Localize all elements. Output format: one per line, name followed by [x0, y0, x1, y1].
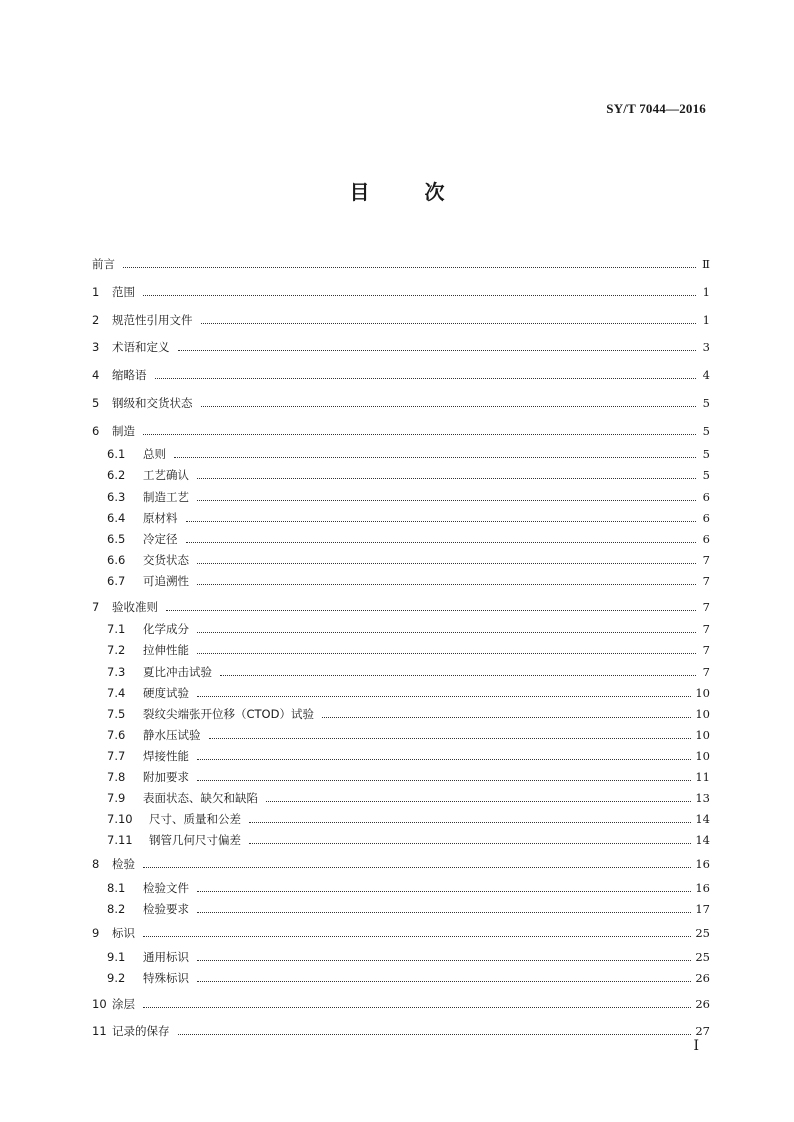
toc-leader-dots	[266, 801, 691, 802]
toc-entry-number: 3	[92, 340, 100, 354]
toc-entry-page: 7	[702, 643, 710, 657]
toc-entry	[107, 970, 710, 986]
toc-entry	[107, 531, 710, 547]
toc-leader-dots	[197, 891, 691, 892]
toc-entry-number: 7.2	[107, 643, 126, 657]
toc-entry-label: 记录的保存	[112, 1024, 170, 1038]
toc-entry-label: 裂纹尖端张开位移（CTOD）试验	[143, 707, 314, 721]
toc-entry-label: 验收准则	[112, 600, 158, 614]
toc-entry	[107, 664, 710, 680]
toc-entry	[92, 284, 710, 300]
toc-entry	[92, 996, 710, 1012]
toc-leader-dots	[197, 981, 691, 982]
toc-entry	[107, 748, 710, 764]
toc-entry-number: 7.8	[107, 770, 126, 784]
toc-entry-page: 7	[702, 574, 710, 588]
toc-entry	[92, 925, 710, 941]
toc-entry-page: 5	[702, 424, 710, 438]
toc-entry-page: 3	[702, 340, 710, 354]
toc-entry	[107, 949, 710, 965]
footer-page-number: Ⅰ	[693, 1039, 699, 1054]
toc-entry	[92, 339, 710, 355]
toc-entry-page: 10	[695, 707, 710, 721]
toc-entry-number: 6.5	[107, 532, 126, 546]
toc-leader-dots	[143, 434, 696, 435]
toc-entry-label: 尺寸、质量和公差	[149, 812, 241, 826]
toc-entry-number: 6.7	[107, 574, 126, 588]
toc-leader-dots	[197, 960, 691, 961]
toc-entry	[92, 599, 710, 615]
toc-entry	[107, 573, 710, 589]
toc-entry-page: 25	[695, 926, 710, 940]
toc-entry	[92, 423, 710, 439]
toc-entry-number: 5	[92, 396, 100, 410]
toc-entry	[92, 856, 710, 872]
toc-entry-page: 1	[702, 313, 710, 327]
toc-leader-dots	[155, 378, 697, 379]
toc-entry-label: 夏比冲击试验	[143, 665, 212, 679]
toc-leader-dots	[143, 295, 696, 296]
toc-entry-label: 涂层	[112, 997, 135, 1011]
toc-entry-page: 6	[702, 511, 710, 525]
toc-entry-label: 焊接性能	[143, 749, 189, 763]
toc-entry-page: 26	[695, 997, 710, 1011]
toc-entry-number: 10	[92, 997, 107, 1011]
toc-leader-dots	[197, 912, 691, 913]
toc-entry-label: 检验要求	[143, 902, 189, 916]
toc-entry-page: 10	[695, 686, 710, 700]
toc-leader-dots	[197, 759, 691, 760]
toc-leader-dots	[197, 632, 696, 633]
toc-leader-dots	[197, 478, 696, 479]
toc-entry-label: 总则	[143, 447, 166, 461]
toc-entry-number: 11	[92, 1024, 107, 1038]
toc-entry-label: 钢级和交货状态	[112, 396, 193, 410]
toc-entry-number: 7.9	[107, 791, 126, 805]
toc-leader-dots	[197, 780, 691, 781]
toc-entry-label: 缩略语	[112, 368, 147, 382]
toc-entry-label: 表面状态、缺欠和缺陷	[143, 791, 258, 805]
toc-entry	[107, 727, 710, 743]
toc-entry-page: 7	[702, 553, 710, 567]
toc-entry-page: 14	[695, 833, 710, 847]
toc-entry-number: 8.2	[107, 902, 126, 916]
toc-entry-number: 6.3	[107, 490, 126, 504]
toc-entry-number: 6.4	[107, 511, 126, 525]
toc-entry-number: 8	[92, 857, 100, 871]
toc-entry-label: 通用标识	[143, 950, 189, 964]
toc-entry-label: 范围	[112, 285, 135, 299]
toc-entry-label: 规范性引用文件	[112, 313, 193, 327]
toc-entry-page: 13	[695, 791, 710, 805]
toc-entry-page: 27	[695, 1024, 710, 1038]
toc-entry	[107, 790, 710, 806]
toc-entry-label: 钢管几何尺寸偏差	[149, 833, 241, 847]
toc-entry-label: 化学成分	[143, 622, 189, 636]
toc-leader-dots	[197, 696, 691, 697]
toc-entry-label: 检验文件	[143, 881, 189, 895]
toc-leader-dots	[143, 867, 691, 868]
toc-entry	[107, 769, 710, 785]
toc-entry-label: 前言	[92, 257, 115, 271]
toc-leader-dots	[186, 521, 697, 522]
toc-leader-dots	[220, 675, 696, 676]
toc-entry-label: 冷定径	[143, 532, 178, 546]
toc-entry-number: 6.1	[107, 447, 126, 461]
toc-entry-number: 6	[92, 424, 100, 438]
toc-leader-dots	[143, 936, 691, 937]
toc-entry-number: 9.2	[107, 971, 126, 985]
toc-leader-dots	[197, 500, 696, 501]
toc-leader-dots	[166, 610, 696, 611]
standard-code: SY/T 7044—2016	[606, 101, 706, 116]
toc-entry-number: 6.6	[107, 553, 126, 567]
toc-entry	[107, 621, 710, 637]
toc-entry-number: 7	[92, 600, 100, 614]
toc-entry	[107, 552, 710, 568]
toc-entry-number: 7.1	[107, 622, 126, 636]
toc-entry-page: 16	[695, 857, 710, 871]
toc-leader-dots	[197, 563, 696, 564]
toc-entry-page: 6	[702, 490, 710, 504]
toc-entry-label: 特殊标识	[143, 971, 189, 985]
toc-entry-page: 10	[695, 728, 710, 742]
toc-entry	[107, 901, 710, 917]
toc-entry-page: 26	[695, 971, 710, 985]
toc-entry	[92, 367, 710, 383]
toc-entry-page: 25	[695, 950, 710, 964]
toc-entry-label: 硬度试验	[143, 686, 189, 700]
toc-entry	[107, 811, 710, 827]
toc-entry-number: 1	[92, 285, 100, 299]
toc-entry-page: 5	[702, 396, 710, 410]
toc-entry-page: 10	[695, 749, 710, 763]
toc-entry-page: Ⅱ	[702, 257, 710, 271]
toc-leader-dots	[123, 267, 696, 268]
toc-entry-page: 7	[702, 622, 710, 636]
toc-entry-page: 5	[702, 447, 710, 461]
toc-entry	[107, 685, 710, 701]
toc-leader-dots	[174, 457, 696, 458]
toc-entry	[107, 510, 710, 526]
toc-entry	[107, 642, 710, 658]
toc-entry	[107, 706, 710, 722]
toc-entry-number: 2	[92, 313, 100, 327]
toc-entry-number: 7.3	[107, 665, 126, 679]
toc-leader-dots	[249, 822, 691, 823]
toc-leader-dots	[197, 653, 696, 654]
toc-entry	[92, 256, 710, 272]
toc-leader-dots	[143, 1007, 691, 1008]
toc-entry-label: 标识	[112, 926, 135, 940]
toc-entry-label: 术语和定义	[112, 340, 170, 354]
toc-entry-number: 8.1	[107, 881, 126, 895]
toc-entry-page: 17	[695, 902, 710, 916]
toc-entry-number: 7.5	[107, 707, 126, 721]
toc-entry-number: 7.11	[107, 833, 133, 847]
toc-leader-dots	[178, 1034, 692, 1035]
toc-entry	[92, 1023, 710, 1039]
toc-entry-page: 14	[695, 812, 710, 826]
toc-entry-page: 5	[702, 468, 710, 482]
toc-entry-label: 可追溯性	[143, 574, 189, 588]
toc-entry-page: 6	[702, 532, 710, 546]
toc-leader-dots	[178, 350, 697, 351]
toc-entry-page: 7	[702, 600, 710, 614]
toc-entry-label: 拉伸性能	[143, 643, 189, 657]
toc-entry	[107, 467, 710, 483]
toc-leader-dots	[197, 584, 696, 585]
toc-entry-page: 4	[702, 368, 710, 382]
toc-entry-label: 附加要求	[143, 770, 189, 784]
toc-entry-number: 6.2	[107, 468, 126, 482]
toc-entry	[92, 395, 710, 411]
toc-entry-label: 制造	[112, 424, 135, 438]
toc-leader-dots	[249, 843, 691, 844]
toc-entry	[107, 880, 710, 896]
toc-entry	[107, 489, 710, 505]
toc-entry-label: 工艺确认	[143, 468, 189, 482]
page-title: 目 次	[349, 180, 445, 204]
toc-entry-label: 交货状态	[143, 553, 189, 567]
toc-entry-label: 检验	[112, 857, 135, 871]
toc-leader-dots	[186, 542, 697, 543]
toc-entry-label: 原材料	[143, 511, 178, 525]
toc-entry	[107, 832, 710, 848]
toc-entry-page: 1	[702, 285, 710, 299]
toc-entry-number: 7.6	[107, 728, 126, 742]
toc-entry-number: 9.1	[107, 950, 126, 964]
toc-leader-dots	[209, 738, 692, 739]
toc-leader-dots	[201, 406, 697, 407]
toc-leader-dots	[322, 717, 691, 718]
toc-entry-number: 9	[92, 926, 100, 940]
toc-entry-number: 7.7	[107, 749, 126, 763]
toc-entry	[107, 446, 710, 462]
toc-entry-number: 7.10	[107, 812, 133, 826]
toc-entry-number: 4	[92, 368, 100, 382]
toc-entry-page: 7	[702, 665, 710, 679]
toc-entry-page: 11	[695, 770, 710, 784]
toc-entry-page: 16	[695, 881, 710, 895]
toc-entry-label: 静水压试验	[143, 728, 201, 742]
toc-entry	[92, 312, 710, 328]
toc-entry-number: 7.4	[107, 686, 126, 700]
toc-entry-label: 制造工艺	[143, 490, 189, 504]
toc-leader-dots	[201, 323, 697, 324]
